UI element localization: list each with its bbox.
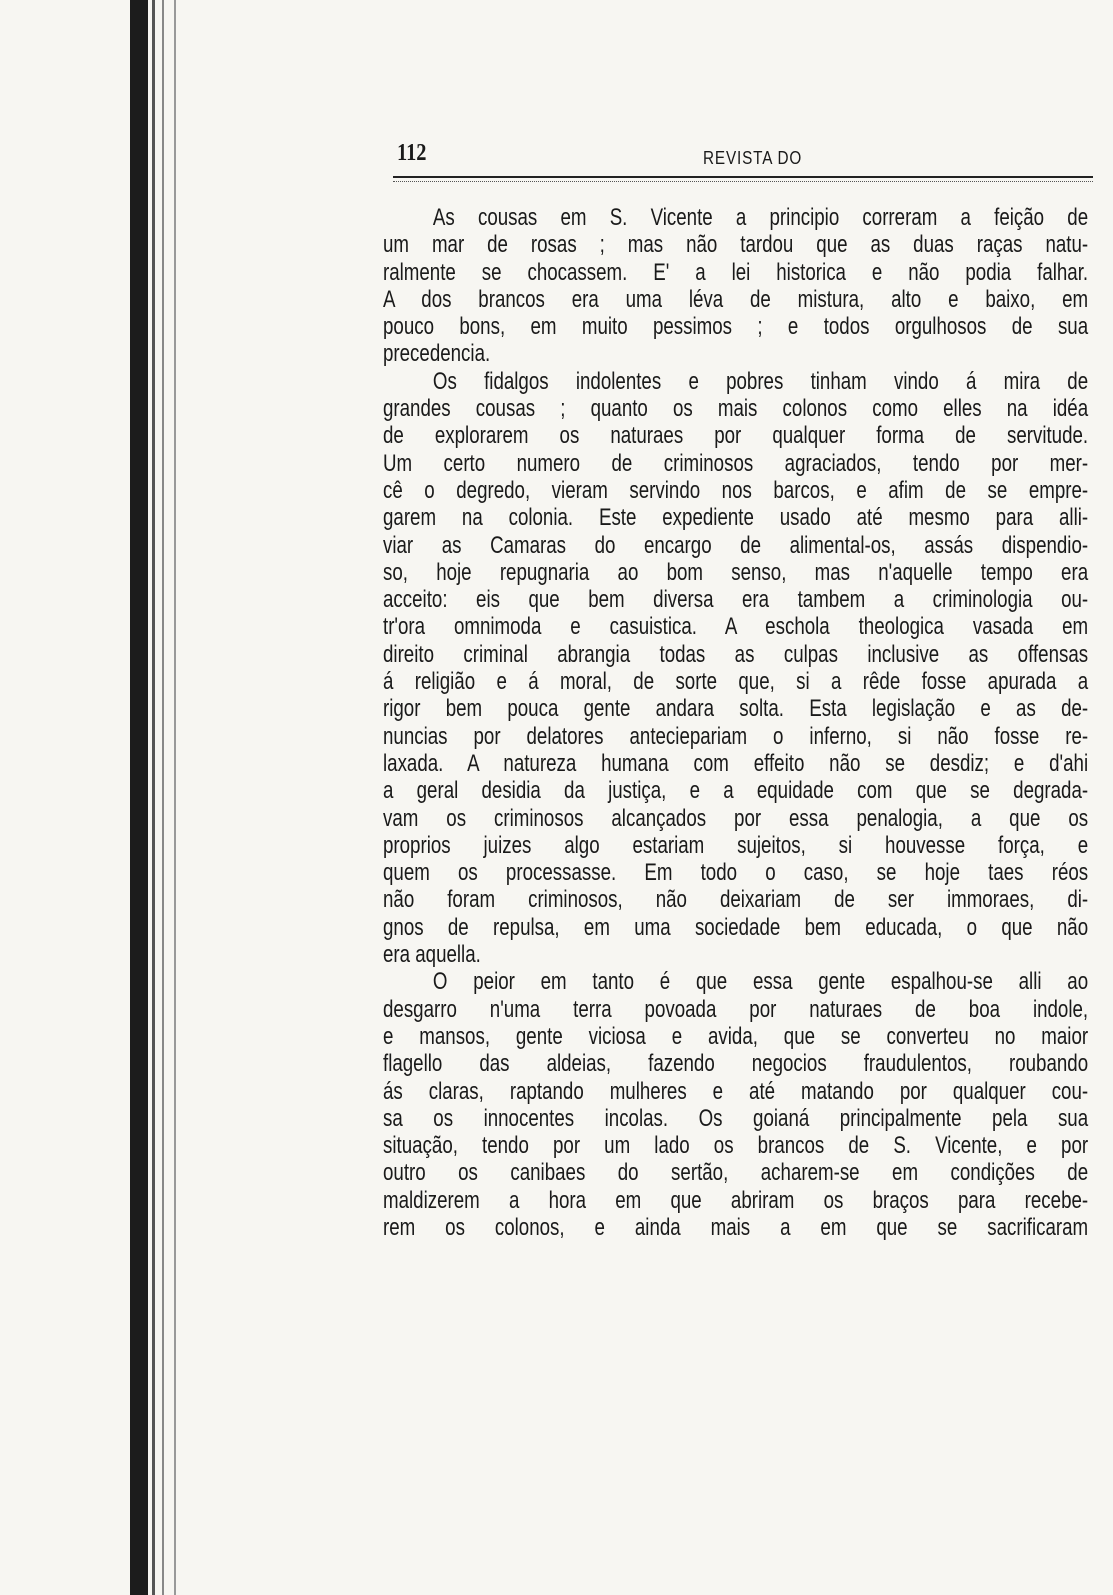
text-line: laxada. A natureza humana com effeito não se desdiz; e d'ahi bbox=[383, 749, 1089, 777]
header-rule bbox=[393, 176, 1093, 182]
text-line: Os fidalgos indolentes e pobres tinham vindo á mira de bbox=[432, 367, 1089, 395]
paragraph bbox=[383, 968, 1088, 1241]
text-line: O peior em tanto é que essa gente espalhou-se alli ao bbox=[432, 968, 1089, 996]
text-line: acceito: eis que bem diversa era tambem a criminologia ou- bbox=[383, 586, 1089, 614]
text-line: outro os canibaes do sertão, acharem-se em condições de bbox=[383, 1159, 1089, 1187]
text-line: cê o degredo, vieram servindo nos barcos, e afim de se empre- bbox=[383, 476, 1089, 504]
text-line: a geral desidia da justiça, e a equidade com que se degrada- bbox=[383, 777, 1089, 805]
text-line: vam os criminosos alcançados por essa penalogia, a que os bbox=[383, 804, 1089, 832]
text-line: garem na colonia. Este expediente usado até mesmo para alli- bbox=[383, 504, 1089, 532]
text-line: gnos de repulsa, em uma sociedade bem educada, o que não bbox=[383, 913, 1089, 941]
text-line: e mansos, gente viciosa e avida, que se converteu no maior bbox=[383, 1022, 1089, 1050]
text-line: tr'ora omnimoda e casuistica. A eschola theologica vasada em bbox=[383, 613, 1089, 641]
text-line: so, hoje repugnaria ao bom senso, mas n'aquelle tempo era bbox=[383, 558, 1089, 586]
running-title: REVISTA DO bbox=[703, 148, 803, 168]
text-line: não foram criminosos, não deixariam de ser immoraes, di- bbox=[383, 886, 1089, 914]
text-line: precedencia. bbox=[383, 340, 491, 368]
text-line: proprios juizes algo estariam sujeitos, si houvesse força, e bbox=[383, 831, 1089, 859]
paragraph bbox=[383, 368, 1088, 969]
text-line: flagello das aldeias, fazendo negocios fraudulentos, roubando bbox=[383, 1050, 1089, 1078]
book-binding-edge bbox=[128, 0, 188, 1595]
text-line: maldizerem a hora em que abriram os braços para recebe- bbox=[383, 1186, 1089, 1214]
text-line: sa os innocentes incolas. Os goianá principalmente pela sua bbox=[383, 1104, 1089, 1132]
text-line: A dos brancos era uma léva de mistura, alto e baixo, em bbox=[383, 285, 1089, 313]
text-line: era aquella. bbox=[383, 941, 481, 969]
paragraph bbox=[383, 204, 1088, 368]
text-line: um mar de rosas ; mas não tardou que as duas raças natu- bbox=[383, 231, 1089, 259]
text-line: rigor bem pouca gente andara solta. Esta legislação e as de- bbox=[383, 695, 1089, 723]
page-header bbox=[393, 140, 1093, 180]
text-line: á religião e á moral, de sorte que, si a rêde fosse apurada a bbox=[383, 668, 1089, 696]
text-line: direito criminal abrangia todas as culpas inclusive as offensas bbox=[383, 640, 1089, 668]
text-line: quem os processasse. Em todo o caso, se hoje taes réos bbox=[383, 859, 1089, 887]
text-line: situação, tendo por um lado os brancos de S. Vicente, e por bbox=[383, 1132, 1089, 1160]
text-line: Um certo numero de criminosos agraciados, tendo por mer- bbox=[383, 449, 1089, 477]
body-text bbox=[383, 204, 1088, 1241]
page-number: 112 bbox=[397, 140, 427, 166]
text-line: ralmente se chocassem. E' a lei historica e não podia falhar. bbox=[383, 258, 1089, 286]
text-line: As cousas em S. Vicente a principio correram a feição de bbox=[432, 204, 1089, 231]
text-line: grandes cousas ; quanto os mais colonos como elles na idéa bbox=[383, 395, 1089, 423]
text-line: desgarro n'uma terra povoada por naturaes de boa indole, bbox=[383, 995, 1089, 1023]
text-line: pouco bons, em muito pessimos ; e todos orgulhosos de sua bbox=[383, 313, 1089, 341]
text-line: viar as Camaras do encargo de alimental-os, assás dispendio- bbox=[383, 531, 1089, 559]
text-line: ás claras, raptando mulheres e até matando por qualquer cou- bbox=[383, 1077, 1089, 1105]
text-line: de explorarem os naturaes por qualquer forma de servitude. bbox=[383, 422, 1089, 450]
text-line: rem os colonos, e ainda mais a em que se sacrificaram bbox=[383, 1213, 1089, 1241]
text-line: nuncias por delatores anteciepariam o inferno, si não fosse re- bbox=[383, 722, 1089, 750]
